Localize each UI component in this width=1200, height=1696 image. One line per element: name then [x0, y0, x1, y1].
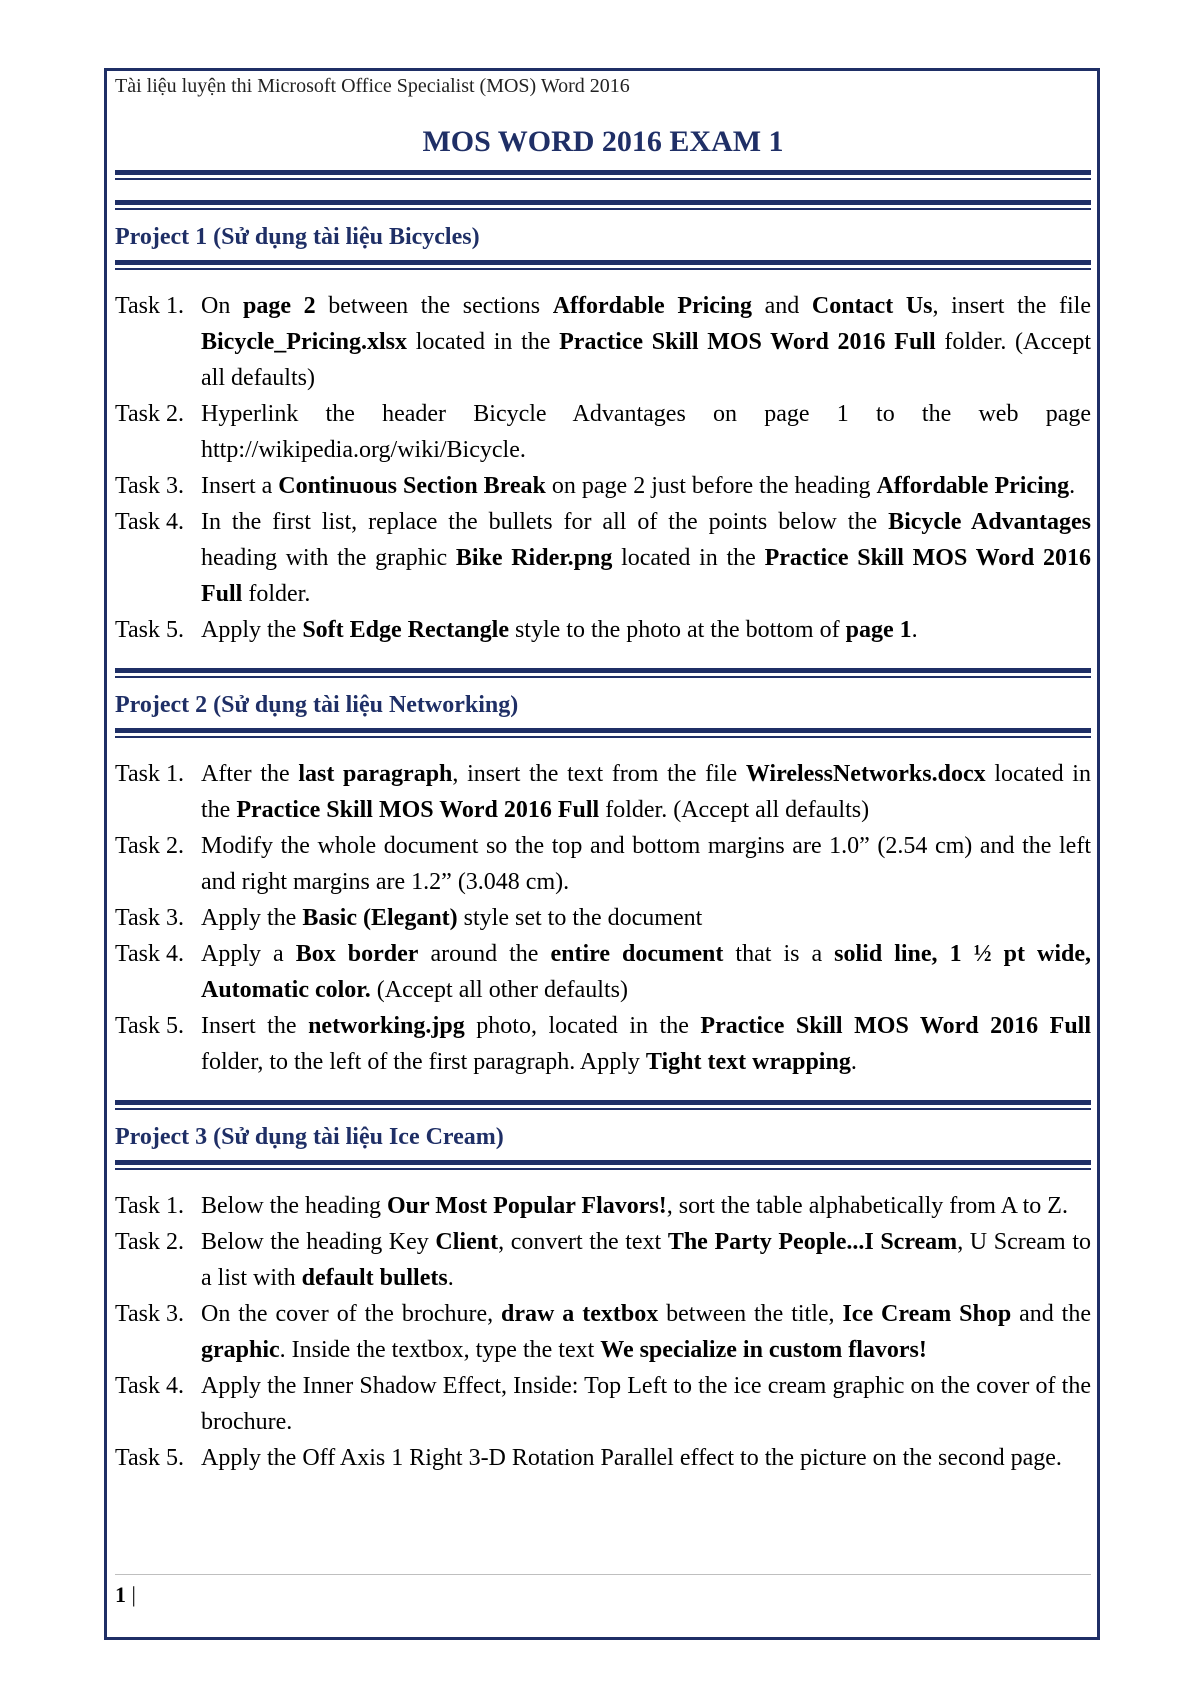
task-item — [115, 828, 1091, 900]
task-text-run: Apply a — [201, 941, 296, 967]
task-text-run: between the sections — [315, 293, 553, 319]
section-rule-top — [115, 668, 1091, 678]
project-heading: Project 2 (Sử dụng tài liệu Networking) — [115, 692, 519, 718]
task-text-run: In the first list, replace the bullets for all of the points below the — [201, 509, 889, 535]
task-text-run: Apply the Off Axis 1 Right 3-D Rotation Parallel effect to the picture on the second page. — [201, 1445, 1062, 1471]
task-item — [115, 612, 1091, 648]
task-text-run: On — [201, 293, 243, 319]
task-text-bold: Contact Us — [811, 293, 933, 319]
task-text-bold: Basic (Elegant) — [302, 905, 458, 931]
task-item — [115, 1224, 1091, 1296]
task-text-bold: Affordable Pricing — [552, 293, 752, 319]
task-text-run: . Inside the textbox, type the text — [279, 1337, 601, 1363]
page-number-separator: | — [131, 1582, 136, 1607]
project-section — [115, 200, 1091, 648]
task-text — [201, 828, 1091, 900]
task-text-run: On the cover of the brochure, — [201, 1301, 502, 1327]
task-item — [115, 936, 1091, 1008]
section-rule-top — [115, 200, 1091, 210]
task-text-bold: The Party People...I Scream — [667, 1229, 958, 1255]
project-section — [115, 668, 1091, 1080]
document-body — [115, 72, 1091, 1476]
task-number: Task 4. — [115, 1373, 184, 1399]
task-text-run: between the title, — [658, 1301, 843, 1327]
task-text-run: style to the photo at the bottom of — [508, 617, 846, 643]
task-number: Task 3. — [115, 905, 184, 931]
task-text-run: folder. (Accept all defaults) — [599, 797, 870, 823]
task-number: Task 2. — [115, 401, 184, 427]
project-heading: Project 3 (Sử dụng tài liệu Ice Cream) — [115, 1124, 504, 1150]
task-text-bold: solid line, 1 ½ pt wide, Automatic color. — [201, 941, 1092, 1003]
task-text-bold: Tight text wrapping — [645, 1049, 851, 1075]
task-number: Task 1. — [115, 1193, 184, 1219]
task-text — [201, 756, 1091, 828]
task-text-run: Below the heading — [201, 1193, 387, 1219]
task-text-run: , insert the file — [932, 293, 1091, 319]
task-text-run: After the — [201, 761, 299, 787]
task-text — [201, 1008, 1091, 1080]
task-text-bold: Practice Skill MOS Word 2016 Full — [559, 329, 936, 355]
task-number: Task 4. — [115, 941, 184, 967]
task-text-run: located in the — [612, 545, 765, 571]
task-item — [115, 1296, 1091, 1368]
task-text-run: around the — [418, 941, 551, 967]
task-text-bold: Affordable Pricing — [876, 473, 1070, 499]
task-text-run: (Accept all other defaults) — [370, 977, 628, 1003]
page-footer — [115, 1574, 1091, 1609]
section-rule-top — [115, 1100, 1091, 1110]
task-text-bold: Bicycle Advantages — [888, 509, 1091, 535]
task-text-bold: Box border — [295, 941, 419, 967]
task-text-bold: Client — [435, 1229, 499, 1255]
task-text-bold: Practice Skill MOS Word 2016 Full — [700, 1013, 1092, 1039]
task-text-bold: We specialize in custom flavors! — [600, 1337, 927, 1363]
task-item — [115, 1188, 1091, 1224]
task-item — [115, 756, 1091, 828]
projects-container — [115, 200, 1091, 1476]
task-number: Task 5. — [115, 1445, 184, 1471]
task-list — [115, 756, 1091, 1080]
task-text-run: Insert a — [201, 473, 279, 499]
task-text-run: folder, to the left of the first paragraph. Apply — [201, 1049, 646, 1075]
task-item — [115, 1008, 1091, 1080]
task-text-run: folder. — [242, 581, 311, 607]
task-item — [115, 396, 1091, 468]
task-text — [201, 1188, 1091, 1224]
task-text-run: . — [911, 617, 918, 643]
task-text-bold: Ice Cream Shop — [842, 1301, 1012, 1327]
task-text-bold: draw a textbox — [501, 1301, 659, 1327]
title-underline-rule — [115, 170, 1091, 180]
task-text — [201, 1440, 1091, 1476]
task-text-run: . — [447, 1265, 454, 1291]
task-text — [201, 504, 1091, 612]
task-text-bold: WirelessNetworks.docx — [745, 761, 986, 787]
task-number: Task 1. — [115, 293, 184, 319]
task-number: Task 5. — [115, 617, 184, 643]
project-heading: Project 1 (Sử dụng tài liệu Bicycles) — [115, 224, 480, 250]
task-number: Task 3. — [115, 1301, 184, 1327]
task-text — [201, 612, 1091, 648]
task-text-bold: graphic — [201, 1337, 280, 1363]
project-section — [115, 1100, 1091, 1476]
task-text — [201, 900, 1091, 936]
task-text-run: that is a — [723, 941, 835, 967]
task-text-run: photo, located in the — [464, 1013, 701, 1039]
task-text-run: located in the — [201, 761, 1091, 823]
task-text — [201, 936, 1091, 1008]
task-item — [115, 288, 1091, 396]
task-number: Task 4. — [115, 509, 184, 535]
task-item — [115, 468, 1091, 504]
task-text-run: , U Scream to a list with — [201, 1229, 1092, 1291]
task-text-run: . — [850, 1049, 857, 1075]
task-text-run: , insert the text from the file — [452, 761, 746, 787]
task-text-bold: page 2 — [242, 293, 316, 319]
task-text-bold: last paragraph — [298, 761, 453, 787]
task-text-run: , sort the table alphabetically from A to Z. — [666, 1193, 1068, 1219]
task-text-run: Hyperlink the header Bicycle Advantages on page 1 to the web page http://wikipedia.org/wiki/Bicycle. — [201, 401, 1091, 463]
task-text-run: Apply the Inner Shadow Effect, Inside: Top Left to the ice cream graphic on the cover of the brochure. — [201, 1373, 1091, 1435]
task-text-bold: Bicycle_Pricing.xlsx — [201, 329, 407, 355]
task-text — [201, 396, 1091, 468]
task-text-run: and the — [1011, 1301, 1091, 1327]
task-number: Task 2. — [115, 1229, 184, 1255]
task-text-run: heading with the graphic — [201, 545, 456, 571]
task-text-bold: Our Most Popular Flavors! — [386, 1193, 667, 1219]
task-text — [201, 1296, 1091, 1368]
task-text-bold: Continuous Section Break — [278, 473, 546, 499]
task-text-run: Apply the — [201, 617, 303, 643]
task-text — [201, 1224, 1091, 1296]
section-rule-bottom — [115, 260, 1091, 270]
task-text — [201, 1368, 1091, 1440]
task-text-bold: default bullets — [301, 1265, 448, 1291]
task-text — [201, 288, 1091, 396]
task-text-run: Apply the — [201, 905, 303, 931]
task-text-bold: page 1 — [845, 617, 912, 643]
task-item — [115, 1368, 1091, 1440]
task-list — [115, 1188, 1091, 1476]
task-text-bold: Practice Skill MOS Word 2016 Full — [236, 797, 600, 823]
document-title: MOS WORD 2016 EXAM 1 — [422, 125, 784, 158]
task-text-run: , convert the text — [498, 1229, 668, 1255]
section-rule-bottom — [115, 728, 1091, 738]
task-text-run: on page 2 just before the heading — [545, 473, 877, 499]
task-number: Task 2. — [115, 833, 184, 859]
task-text-bold: networking.jpg — [308, 1013, 465, 1039]
page-number: 1 — [115, 1582, 126, 1607]
task-text-run: style set to the document — [457, 905, 703, 931]
task-item — [115, 1440, 1091, 1476]
task-text-bold: entire document — [550, 941, 724, 967]
task-text-bold: Practice Skill MOS Word 2016 Full — [201, 545, 1091, 607]
task-text-bold: Bike Rider.png — [455, 545, 613, 571]
task-text-run: . — [1069, 473, 1076, 499]
task-number: Task 1. — [115, 761, 184, 787]
task-list — [115, 288, 1091, 648]
task-text-run: Below the heading Key — [201, 1229, 436, 1255]
task-text-run: located in the — [406, 329, 560, 355]
task-number: Task 5. — [115, 1013, 184, 1039]
task-text-run: folder. (Accept all defaults) — [201, 329, 1091, 391]
task-text-run: and — [751, 293, 812, 319]
running-header: Tài liệu luyện thi Microsoft Office Specialist (MOS) Word 2016 — [115, 75, 630, 97]
task-text-run: Modify the whole document so the top and bottom margins are 1.0” (2.54 cm) and the left and right margins are 1.2” (3.048 cm). — [201, 833, 1091, 895]
task-text-run: Insert the — [201, 1013, 309, 1039]
task-text — [201, 468, 1091, 504]
task-item — [115, 900, 1091, 936]
section-rule-bottom — [115, 1160, 1091, 1170]
task-item — [115, 504, 1091, 612]
task-number: Task 3. — [115, 473, 184, 499]
task-text-bold: Soft Edge Rectangle — [302, 617, 509, 643]
